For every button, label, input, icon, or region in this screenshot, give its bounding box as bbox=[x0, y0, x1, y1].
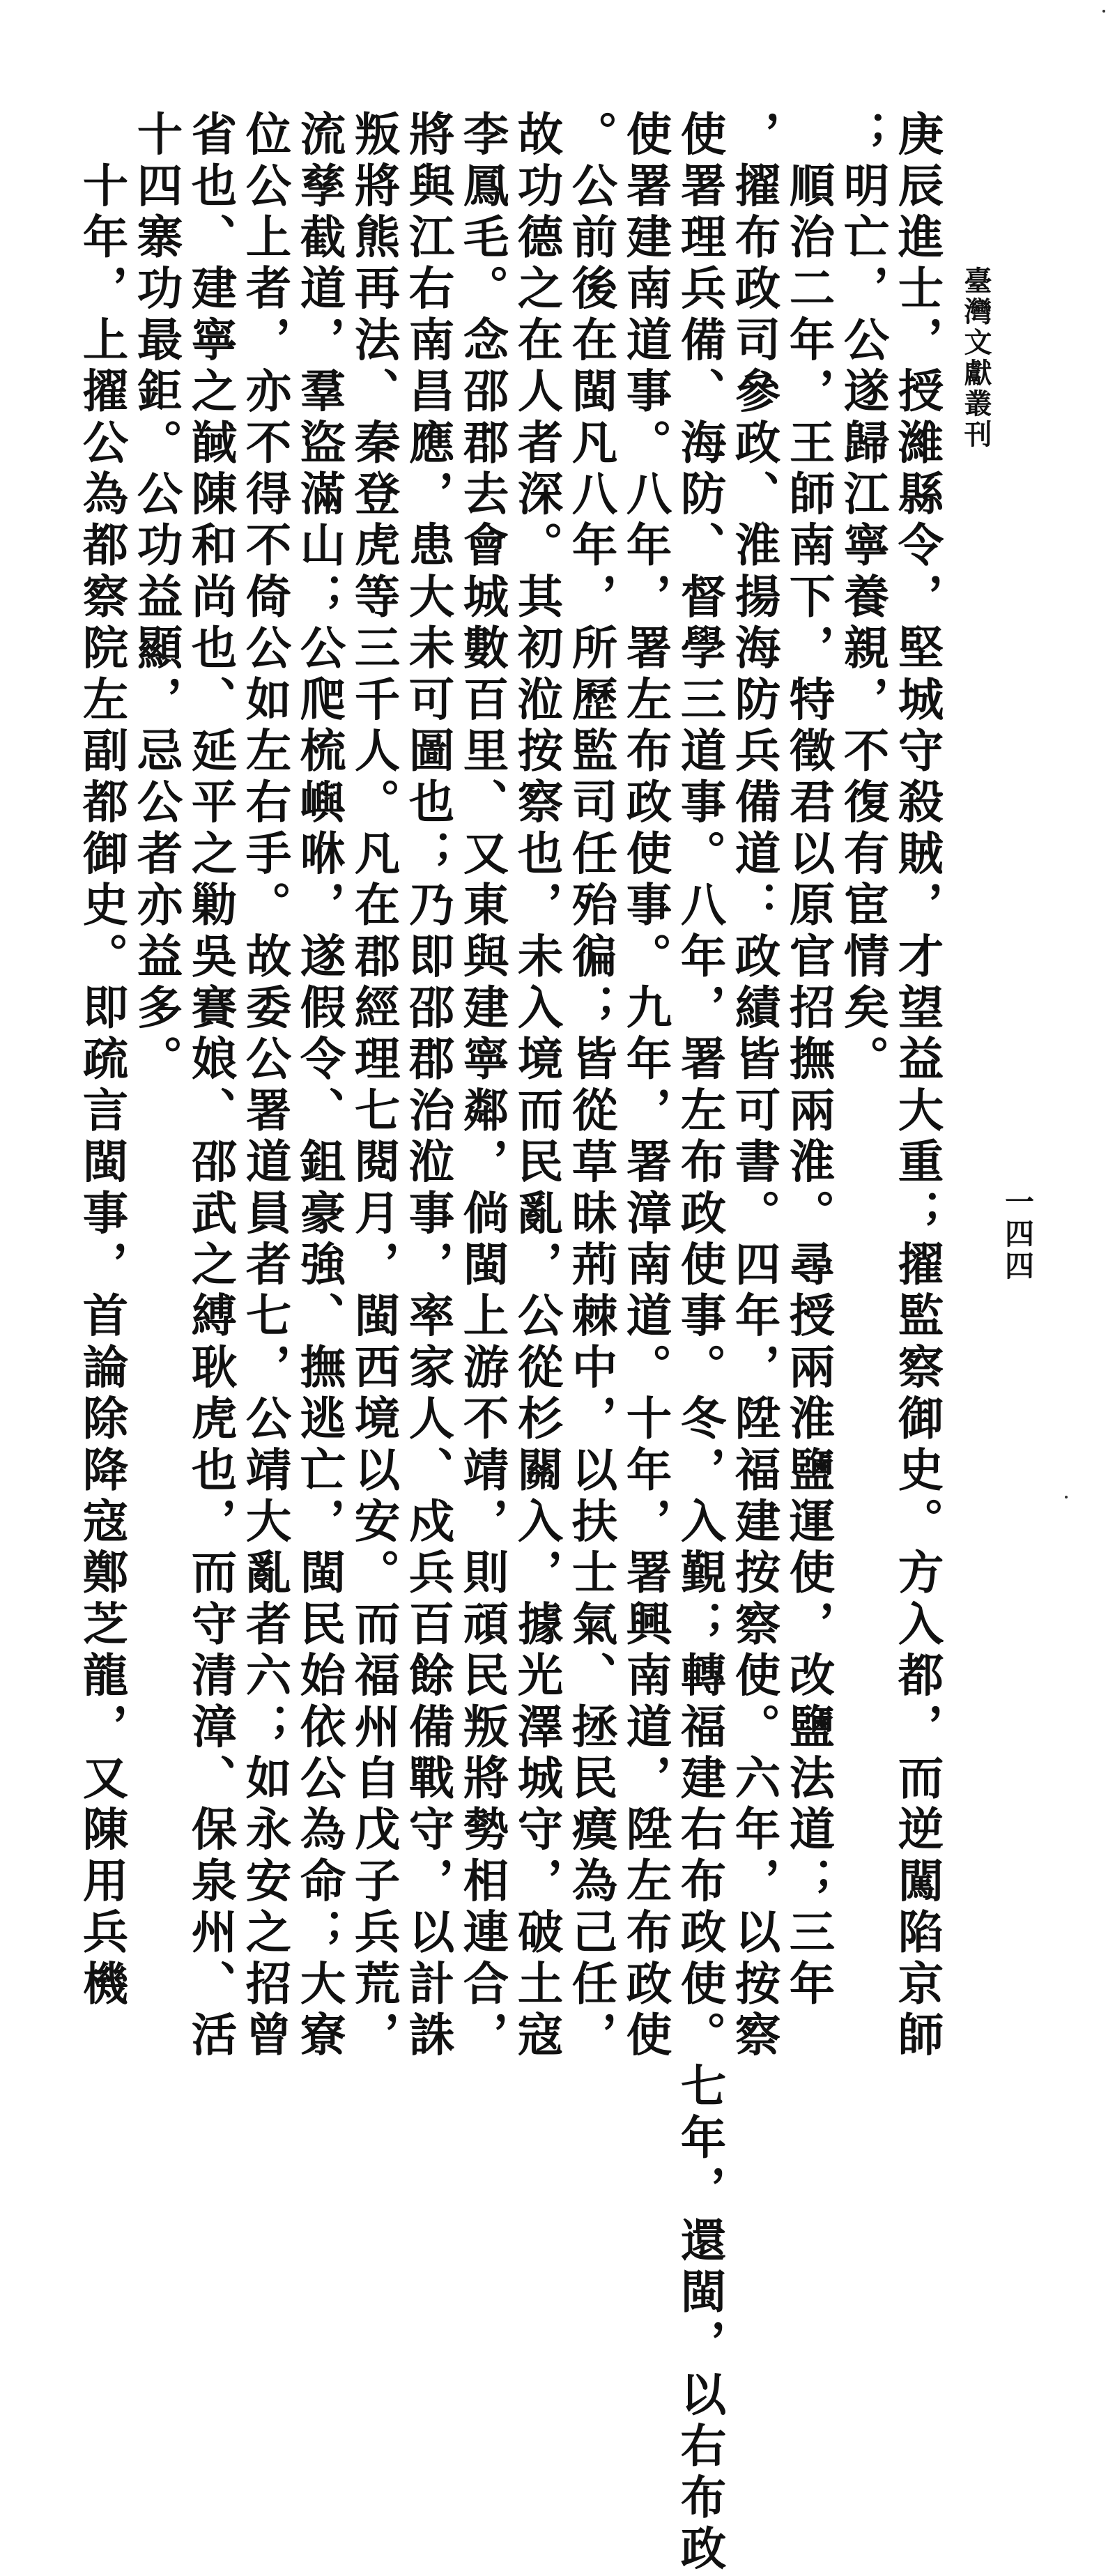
text-column: 十四寨功最鉅。公功益顯，忌公者亦益多。 bbox=[129, 110, 183, 1087]
text-column: 位公上者，亦不得不倚公如左右手。故委公署道員者七，公靖大亂者六；如永安之招曾 bbox=[238, 110, 292, 2062]
text-column: 順治二年，王師南下，特徵君以原官招撫兩淮。尋授兩淮鹽運使，改鹽法道；三年 bbox=[781, 110, 836, 2011]
text-column: 流孳截道，羣盜滿山；公爬梳嶼咻，遂假令、鉏豪強、撫逃亡，閩民始依公為命；大寮 bbox=[292, 110, 346, 2062]
text-column: 使署建南道事。八年，署左布政使事。九年，署漳南道。十年，署興南道，陞左布政使 bbox=[618, 110, 672, 2062]
text-column: 叛將熊再法、秦登虎等三千人。凡在郡經理七閱月，閩西境以安。而福州自戊子兵荒， bbox=[346, 110, 401, 2062]
page-number: 一四四 bbox=[1001, 1186, 1035, 1282]
text-column: 李鳳毛。念邵郡去會城數百里、又東與建寧鄰，倘閩上游不靖，則頑民叛將勢相連合， bbox=[455, 110, 509, 2062]
text-column: 故功德之在人者深。其初涖按察也，未入境而民亂，公從杉關入，據光澤城守，破土寇 bbox=[509, 110, 564, 2062]
text-column: 庚辰進士，授濰縣令，堅城守殺賊，才望益大重；擢監察御史。方入都，而逆闖陷京師 bbox=[890, 110, 944, 2062]
text-column: 將與江右南昌應，患大未可圖也；乃即邵郡治涖事，率家人、戍兵百餘備戰守，以計誅 bbox=[401, 110, 455, 2062]
scan-speck bbox=[1065, 1496, 1068, 1498]
text-column: 。公前後在閩凡八年，所歷監司任殆徧；皆從草昧荊棘中，以扶士氣、拯民瘼為己任， bbox=[564, 110, 618, 2062]
text-column: 十年，上擢公為都察院左副都御史。即疏言閩事，首論除降寇鄭芝龍，又陳用兵機 bbox=[75, 110, 129, 2011]
text-column: ；明亡，公遂歸江寧養親，不復有宦情矣。 bbox=[836, 110, 890, 1087]
series-title: 臺灣文獻叢刊 bbox=[960, 266, 992, 450]
scan-speck bbox=[1102, 10, 1105, 13]
text-column: ，擢布政司參政、淮揚海防兵備道：政績皆可書。四年，陞福建按察使。六年，以按察 bbox=[727, 110, 781, 2062]
text-column: 省也、建寧之馘陳和尚也、延平之勦吳賽娘、邵武之縛耿虎也，而守清漳、保泉州、活 bbox=[183, 110, 238, 2062]
text-column: 使署理兵備、海防、督學三道事。八年，署左布政使事。冬，入覲；轉福建右布政使。七年，還閩，以右布政 bbox=[672, 110, 727, 2576]
